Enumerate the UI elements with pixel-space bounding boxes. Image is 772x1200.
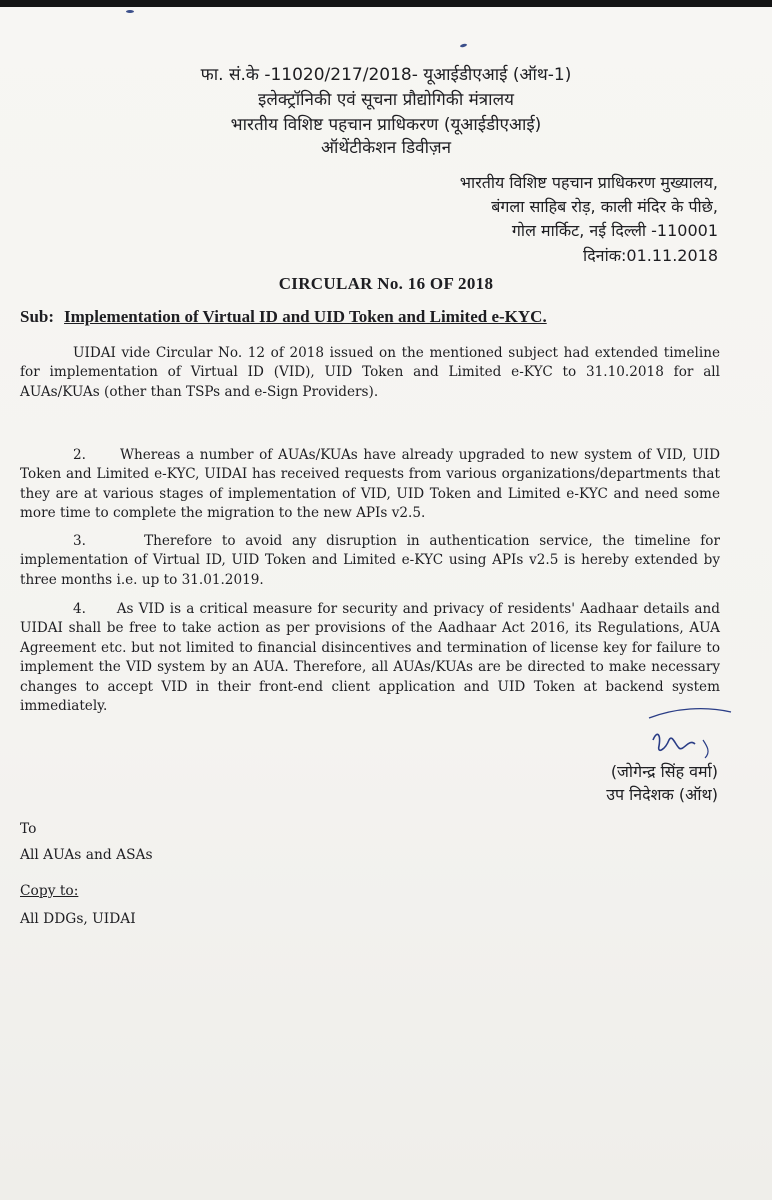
copy-to-label: Copy to: (20, 883, 79, 899)
authority-name: भारतीय विशिष्ट पहचान प्राधिकरण (यूआईडीएआई) (230, 115, 542, 135)
signatory-designation: उप निदेशक (ऑथ) (606, 785, 718, 804)
circular-date: दिनांक:01.11.2018 (583, 246, 718, 265)
paragraph-4: 4. As VID is a critical measure for security and privacy of residents' Aadhaar details and UIDAI shall be free to take action as per provisions of the Aadhaar Act 2016, its Regulations, AUA Agreement etc. but not limited to financial disincentives and termination of license key for failure to implement the VID system by an AUA. Therefore, all AUAs/KUAs are be directed to make necessary changes to accept VID in their front-end client application and UID Token at backend system immediately. (20, 601, 720, 715)
address-line-2: बंगला साहिब रोड़, काली मंदिर के पीछे, (491, 197, 718, 216)
ministry-name: इलेक्ट्रॉनिकी एवं सूचना प्रौद्योगिकी मंत्रालय (258, 90, 514, 110)
file-number: फा. सं.के -11020/217/2018- यूआईडीएआई (ऑथ-1) (200, 65, 572, 85)
paragraph-3: 3. Therefore to avoid any disruption in authentication service, the timeline for implementation of Virtual ID, UID Token and Limited e-KYC using APIs v2.5 is hereby extended by three months i.e. up to 31.01.2019. (20, 533, 720, 588)
subject-line (20, 307, 547, 327)
address-line-3: गोल मार्किट, नई दिल्ली -110001 (511, 221, 718, 240)
copy-recipients: All DDGs, UIDAI (20, 911, 136, 927)
paragraph-1: UIDAI vide Circular No. 12 of 2018 issued on the mentioned subject had extended timeline for implementation of Virtual ID (VID), UID Token and Limited e-KYC to 31.10.2018 for all AUAs/KUAs (other than TSPs and e-Sign Providers). (20, 345, 720, 400)
subject-label: Sub: (20, 307, 55, 326)
to-label: To (20, 821, 37, 837)
circular-title: CIRCULAR No. 16 OF 2018 (278, 274, 494, 293)
division-name: ऑथेंटीकेशन डिवीज़न (320, 138, 452, 158)
top-edge-bar (0, 0, 772, 7)
signatory-name: (जोगेन्द्र सिंह वर्मा) (610, 762, 718, 781)
ink-speck (126, 10, 134, 13)
subject-text: Implementation of Virtual ID and UID Token and Limited e-KYC. (64, 307, 547, 326)
paragraph-2: 2. Whereas a number of AUAs/KUAs have already upgraded to new system of VID, UID Token and Limited e-KYC, UIDAI has received requests from various organizations/departments that they are at various stages of implementation of VID, UID Token and Limited e-KYC and need some more time to complete the migration to the new APIs v2.5. (20, 447, 720, 522)
ink-speck (460, 43, 468, 48)
to-recipients: All AUAs and ASAs (20, 847, 153, 863)
address-line-1: भारतीय विशिष्ट पहचान प्राधिकरण मुख्यालय, (459, 173, 718, 192)
